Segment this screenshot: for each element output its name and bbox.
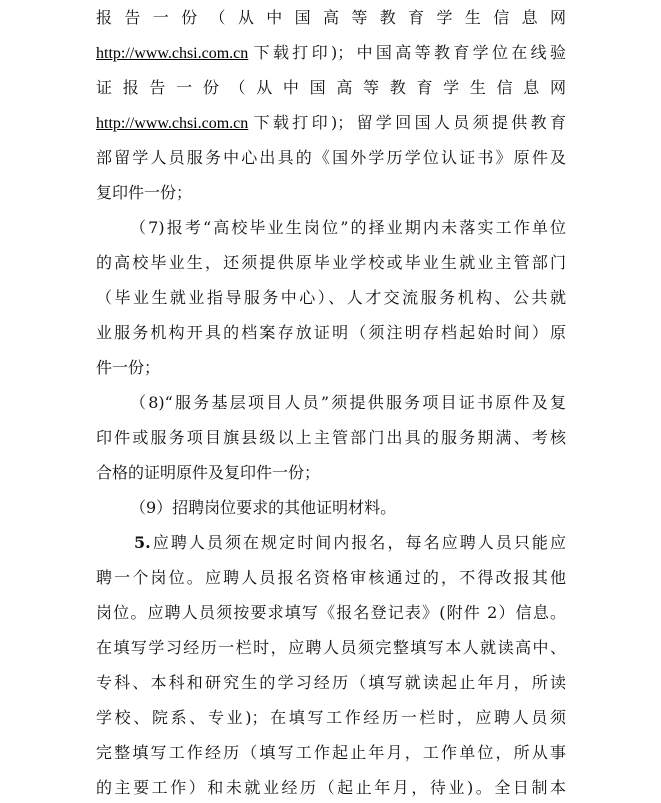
- line-text: 聘一个岗位。应聘人员报名资格审核通过的，不得改报其他: [96, 568, 566, 587]
- line-text: 的高校毕业生，还须提供原毕业学校或毕业生就业主管部门: [96, 253, 566, 272]
- line-text: （7)报考“高校毕业生岗位”的择业期内未落实工作单位: [130, 218, 566, 237]
- text-line: [96, 563, 566, 593]
- text-line: [96, 598, 566, 628]
- text-line: [96, 108, 566, 138]
- text-line: [96, 248, 566, 278]
- line-text: 完整填写工作经历（填写工作起止年月，工作单位，所从事: [96, 743, 566, 762]
- text-line: [96, 738, 566, 768]
- line-text: 的主要工作）和未就业经历（起止年月，待业)。全日制本: [96, 778, 566, 797]
- website-link[interactable]: http://www.chsi.com.cn: [96, 115, 249, 132]
- line-text: 业服务机构开具的档案存放证明（须注明存档起始时间）原: [96, 323, 566, 342]
- line-text: 印件或服务项目旗县级以上主管部门出具的服务期满、考核: [96, 428, 566, 447]
- paragraph-first-line: [130, 388, 566, 418]
- text-line: [96, 633, 566, 663]
- line-text: 部留学人员服务中心出具的《国外学历学位认证书》原件及: [96, 148, 566, 167]
- line-text: 证报告一份（从中国高等教育学生信息网: [96, 78, 566, 97]
- line-text: 复印件一份；: [96, 183, 193, 202]
- text-line: [96, 3, 566, 33]
- text-line: [96, 318, 566, 348]
- item-number: 5.: [134, 533, 151, 552]
- line-text: （9）招聘岗位要求的其他证明材料。: [130, 498, 397, 517]
- line-text: （毕业生就业指导服务中心）、人才交流服务机构、公共就: [96, 288, 566, 307]
- website-link[interactable]: http://www.chsi.com.cn: [96, 45, 249, 62]
- line-text: 岗位。应聘人员须按要求填写《报名登记表》(附件 2）信息。: [96, 603, 566, 622]
- text-line: [96, 423, 566, 453]
- text-line: [96, 38, 566, 68]
- text-line: [96, 773, 566, 803]
- line-text: 合格的证明原件及复印件一份；: [96, 463, 321, 482]
- text-line: [96, 353, 566, 383]
- paragraph-first-line: [134, 528, 566, 558]
- text-line: [96, 283, 566, 313]
- text-line: [96, 73, 566, 103]
- text-line: [96, 458, 566, 488]
- paragraph-first-line: [130, 213, 566, 243]
- line-text: 下载打印)；留学回国人员须提供教育: [250, 113, 566, 132]
- line-text: 专科、本科和研究生的学习经历（填写就读起止年月，所读: [96, 673, 566, 692]
- line-text: （8)“服务基层项目人员”须提供服务项目证书原件及复: [130, 393, 566, 412]
- line-text: 学校、院系、专业)；在填写工作经历一栏时，应聘人员须: [96, 708, 566, 727]
- line-text: 下载打印)；中国高等教育学位在线验: [250, 43, 566, 62]
- line-text: 件一份；: [96, 358, 161, 377]
- text-line: [96, 143, 566, 173]
- text-line: [96, 178, 566, 208]
- text-line: [96, 703, 566, 733]
- text-line: [96, 668, 566, 698]
- line-text: 报告一份（从中国高等教育学生信息网: [96, 8, 566, 27]
- paragraph-first-line: [130, 493, 566, 523]
- line-text: 应聘人员须在规定时间内报名，每名应聘人员只能应: [150, 533, 566, 552]
- line-text: 在填写学习经历一栏时，应聘人员须完整填写本人就读高中、: [96, 638, 566, 657]
